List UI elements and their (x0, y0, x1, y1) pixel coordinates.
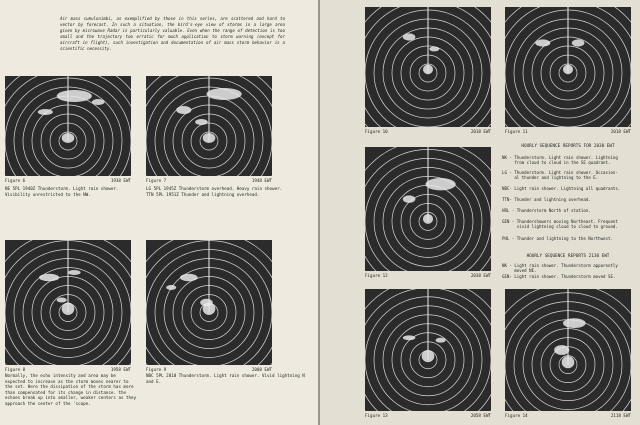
radar-scope-figure-10 (365, 7, 491, 127)
radar-scope-figure-7 (146, 76, 272, 176)
figure-caption: Normally, the echo intensity and area may be expected to increase as the storm moves nearer to the set. Here the dissipation of the storm has more than compensated for its change in distance. the echoes break up into smaller, weaker centers as they approach the center of the 'scope. (5, 373, 139, 406)
hourly-report-line: HRL - Thunderstorm North of station. (502, 208, 591, 213)
radar-scope-svg (146, 76, 272, 176)
figure-time: 2118 EWT (610, 413, 631, 418)
storm-echo (180, 274, 198, 282)
storm-echo (203, 303, 216, 316)
figure-label: Figure 9 (146, 367, 167, 372)
figure-label: Figure 7 (146, 178, 167, 183)
figure-label: Figure 6 (5, 178, 26, 183)
storm-echo (423, 65, 433, 75)
storm-echo (403, 33, 416, 40)
figure-time: 1938 EWT (110, 178, 131, 183)
radar-scope-svg (5, 76, 131, 176)
storm-echo (403, 335, 416, 340)
radar-scope-figure-9 (146, 240, 272, 365)
storm-echo (92, 99, 105, 105)
storm-echo (572, 39, 585, 46)
hourly-report-line: NK - Light rain shower. Thunderstorm apparently moved NE. (502, 263, 618, 274)
radar-scope-svg (505, 289, 631, 411)
figure-time: 1948 EWT (251, 178, 272, 183)
figure-caption: LG 5PL 1945Z Thunderstorm overhead. Heavy rain shower. TTN 5PL 1951Z Thunder and lightning overhead. (146, 186, 283, 197)
radar-scope-figure-14 (505, 289, 631, 411)
radar-scope-svg (505, 7, 631, 127)
storm-echo (39, 274, 59, 282)
right-page (320, 0, 640, 425)
radar-scope-figure-11 (505, 7, 631, 127)
storm-echo (403, 195, 416, 202)
storm-echo (203, 133, 216, 143)
storm-echo (176, 106, 191, 114)
storm-echo (57, 90, 92, 102)
storm-echo (195, 119, 208, 125)
hourly-report-line: TTN- Thunder and lightning overhead. (502, 197, 591, 202)
figure-label: Figure 12 (365, 273, 388, 278)
figure-time: 2018 EWT (610, 129, 631, 134)
intro-paragraph: Air mass cumulonimbi, as exemplified by those in this series, are scattered and hard to vector by forecast. In such a situation, the bird's-eye view of storms in a large area given by microwave Radar is particularly valuable. Even when the range of detection is too small and the trajectory too erratic for much application to storm warning (except for aircraft in flight), such investigation and documentation of air mass storm behavior is a scientific necessity. (60, 16, 288, 52)
figure-label: Figure 14 (505, 413, 528, 418)
storm-echo (429, 47, 439, 52)
storm-echo (206, 88, 241, 100)
figure-label: Figure 13 (365, 413, 388, 418)
hourly-report-line: LG - Thunderstorm. Light rain shower. Occasion- al thunder and lightning to the E. (502, 170, 618, 181)
figure-caption: NE 5PL 1940Z Thunderstorm. Light rain shower. Visibility unrestricted to the NW. (5, 186, 121, 197)
radar-scope-svg (365, 7, 491, 127)
hourly-report-line: NBC- Light rain shower. Lightning all quadrants. (502, 186, 621, 191)
storm-echo (554, 345, 569, 355)
figure-time: 2058 EWT (470, 413, 491, 418)
radar-scope-figure-6 (5, 76, 131, 176)
figure-time: 2018 EWT (470, 129, 491, 134)
storm-echo (422, 350, 435, 362)
storm-echo (166, 285, 176, 290)
radar-scope-figure-8 (5, 240, 131, 365)
storm-echo (562, 356, 575, 368)
hourly-report-line: GEN - Thundershowers moving Northeast. Frequent vivid lightning cloud to cloud to ground. (502, 219, 618, 230)
storm-echo (563, 318, 586, 328)
hourly-report-line: GEN- Light rain shower. Thunderstorm moved SE. (502, 274, 616, 279)
hourly-report-line: PHL - Thunder and lightning to the Northwest. (502, 236, 613, 241)
storm-echo (563, 65, 573, 75)
storm-echo (68, 270, 81, 275)
storm-echo (535, 39, 550, 46)
figure-time: 2008 EWT (251, 367, 272, 372)
radar-scope-svg (365, 289, 491, 411)
storm-echo (57, 298, 67, 303)
figure-time: 2038 EWT (470, 273, 491, 278)
figure-label: Figure 10 (365, 129, 388, 134)
storm-echo (436, 338, 446, 343)
radar-scope-svg (365, 147, 491, 271)
storm-echo (425, 178, 455, 190)
storm-echo (423, 214, 433, 224)
hourly-reports-2030-heading: HOURLY SEQUENCE REPORTS FOR 2030 EWT (521, 144, 615, 149)
figure-label: Figure 8 (5, 367, 26, 372)
radar-scope-figure-12 (365, 147, 491, 271)
radar-scope-svg (146, 240, 272, 365)
left-page (0, 0, 318, 425)
figure-label: Figure 11 (505, 129, 528, 134)
figure-time: 1958 EWT (110, 367, 131, 372)
storm-echo (62, 133, 75, 143)
figure-caption: NBC 5PL 2010 Thunderstorm. Light rain shower. Vivid lightning N and E. (146, 373, 308, 384)
storm-echo (38, 109, 53, 115)
radar-scope-figure-13 (365, 289, 491, 411)
radar-scope-svg (5, 240, 131, 365)
storm-echo (62, 303, 75, 316)
hourly-report-line: NK - Thunderstorm. Light rain shower. Lightning from cloud to cloud in the SE quadrant. (502, 155, 618, 166)
hourly-reports-2130-heading: HOURLY SEQUENCE REPORTS 2130 EWT (526, 254, 610, 259)
